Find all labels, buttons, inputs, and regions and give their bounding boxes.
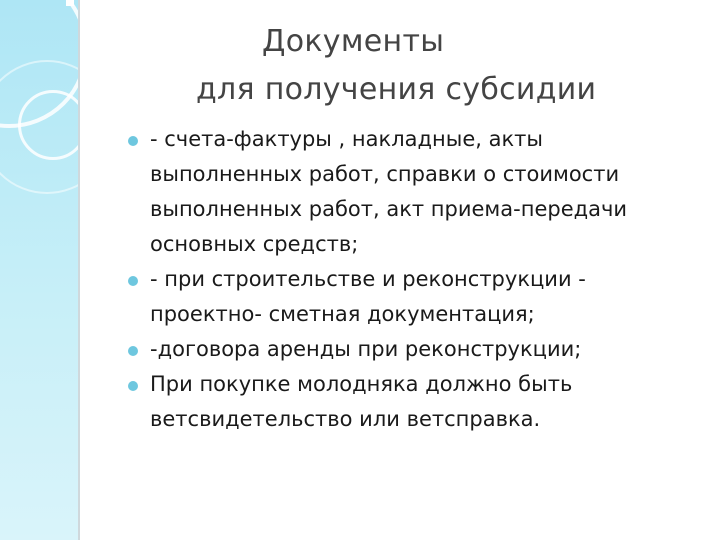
band-divider [78, 0, 80, 540]
decorative-side-band [0, 0, 80, 540]
slide-title-line-1: Документы [262, 24, 445, 59]
bullet-text: - счета-фактуры , накладные, акты выполненных работ, справки о стоимости выполненных работ, акт приема-передачи основных средств; [150, 127, 628, 256]
bullet-dot-icon [128, 276, 138, 286]
decorative-mark [66, 0, 74, 6]
bullet-dot-icon [128, 346, 138, 356]
slide-title-line-2: для получения субсидии [196, 72, 597, 107]
bullet-text: -договора аренды при реконструкции; [150, 337, 582, 361]
bullet-text: При покупке молодняка должно быть ветсвидетельство или ветсправка. [150, 372, 573, 431]
bullet-text: - при строительстве и реконструкции - проектно- сметная документация; [150, 267, 586, 326]
decorative-ring [18, 90, 80, 160]
bullet-dot-icon [128, 136, 138, 146]
bullet-item [128, 122, 698, 262]
bullet-item [128, 367, 698, 437]
bullet-list [128, 122, 698, 437]
bullet-item [128, 332, 698, 367]
bullet-item [128, 262, 698, 332]
bullet-dot-icon [128, 381, 138, 391]
